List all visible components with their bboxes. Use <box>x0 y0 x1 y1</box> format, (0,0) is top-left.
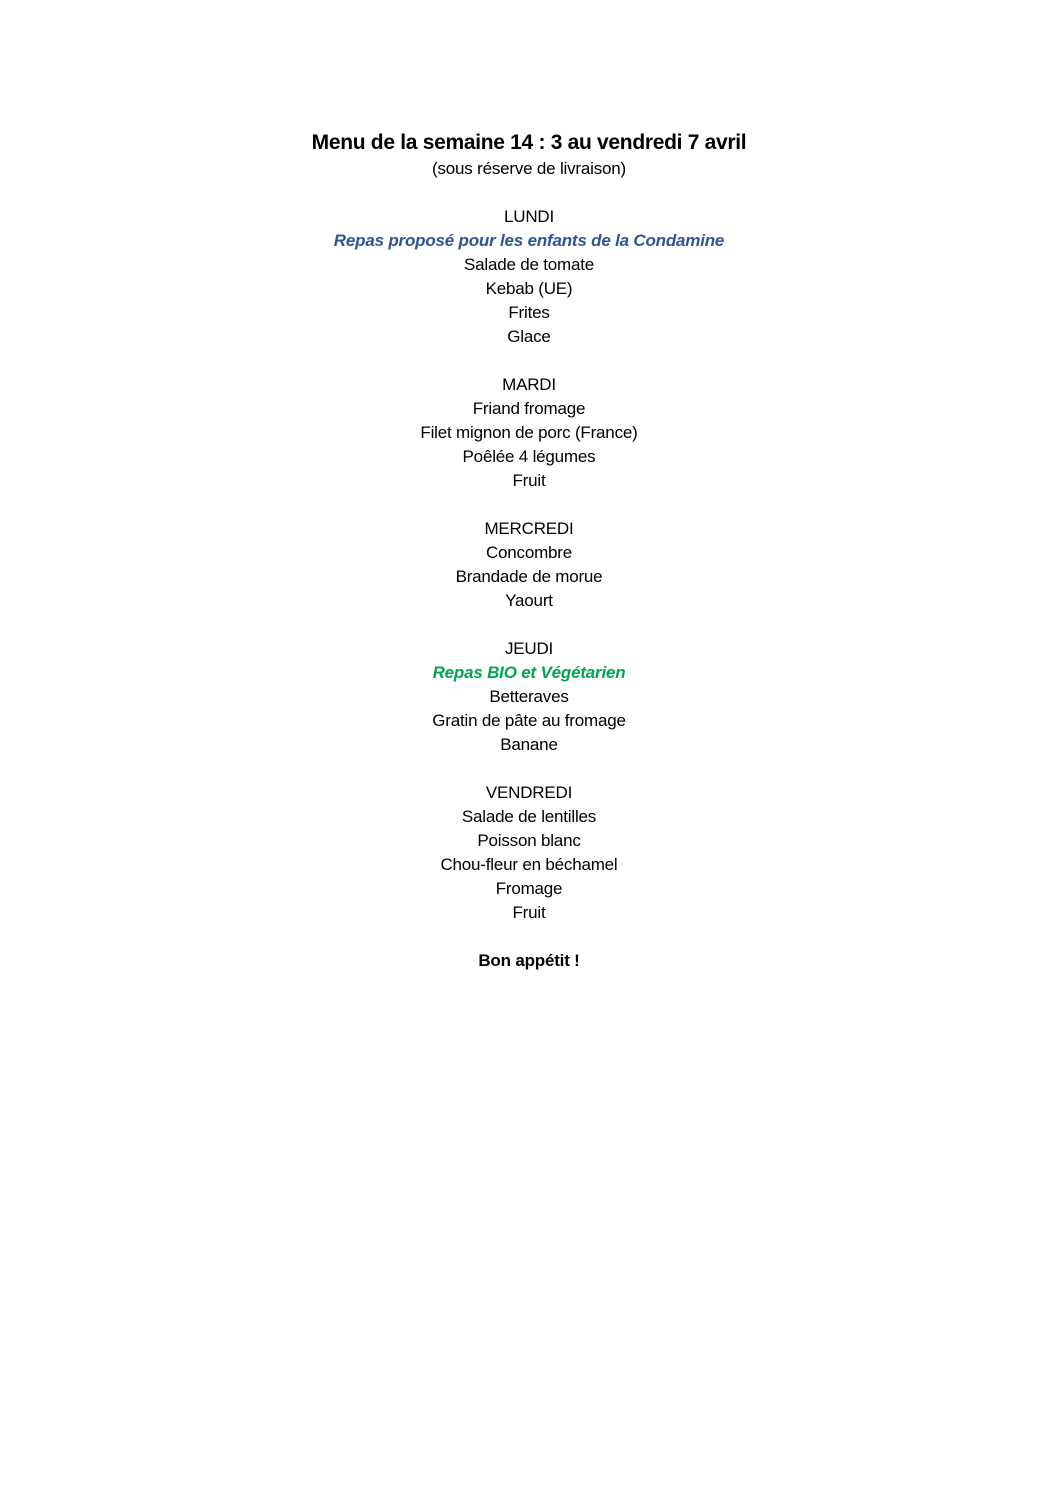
page-title: Menu de la semaine 14 : 3 au vendredi 7 avril <box>311 131 747 154</box>
day-tuesday <box>0 373 1058 493</box>
day-name: MERCREDI <box>484 519 574 538</box>
menu-item: Filet mignon de porc (France) <box>420 423 638 442</box>
day-friday <box>0 781 1058 925</box>
day-note: Repas proposé pour les enfants de la Condamine <box>333 231 725 250</box>
day-monday <box>0 205 1058 349</box>
menu-item: Friand fromage <box>472 399 586 418</box>
day-name: LUNDI <box>503 207 554 226</box>
menu-item: Gratin de pâte au fromage <box>432 711 626 730</box>
day-wednesday <box>0 517 1058 613</box>
day-note: Repas BIO et Végétarien <box>432 663 626 682</box>
menu-item: Fromage <box>495 879 563 898</box>
menu-item: Frites <box>508 303 550 322</box>
menu-item: Concombre <box>485 543 573 562</box>
menu-item: Banane <box>500 735 558 754</box>
menu-days <box>0 205 1058 997</box>
day-name: VENDREDI <box>485 783 573 802</box>
menu-item: Betteraves <box>489 687 569 706</box>
day-name: JEUDI <box>504 639 554 658</box>
menu-item: Yaourt <box>505 591 553 610</box>
menu-item: Poêlée 4 légumes <box>462 447 596 466</box>
menu-item: Glace <box>507 327 551 346</box>
day-thursday <box>0 637 1058 757</box>
menu-item: Chou-fleur en béchamel <box>440 855 618 874</box>
page-subtitle: (sous réserve de livraison) <box>432 159 626 178</box>
closing-text: Bon appétit ! <box>478 951 580 970</box>
menu-item: Brandade de morue <box>455 567 603 586</box>
menu-item: Salade de tomate <box>463 255 595 274</box>
menu-item: Salade de lentilles <box>461 807 597 826</box>
menu-item: Poisson blanc <box>477 831 581 850</box>
menu-item: Fruit <box>512 471 546 490</box>
day-name: MARDI <box>502 375 556 394</box>
closing <box>0 949 1058 973</box>
menu-item: Fruit <box>512 903 546 922</box>
menu-item: Kebab (UE) <box>485 279 573 298</box>
